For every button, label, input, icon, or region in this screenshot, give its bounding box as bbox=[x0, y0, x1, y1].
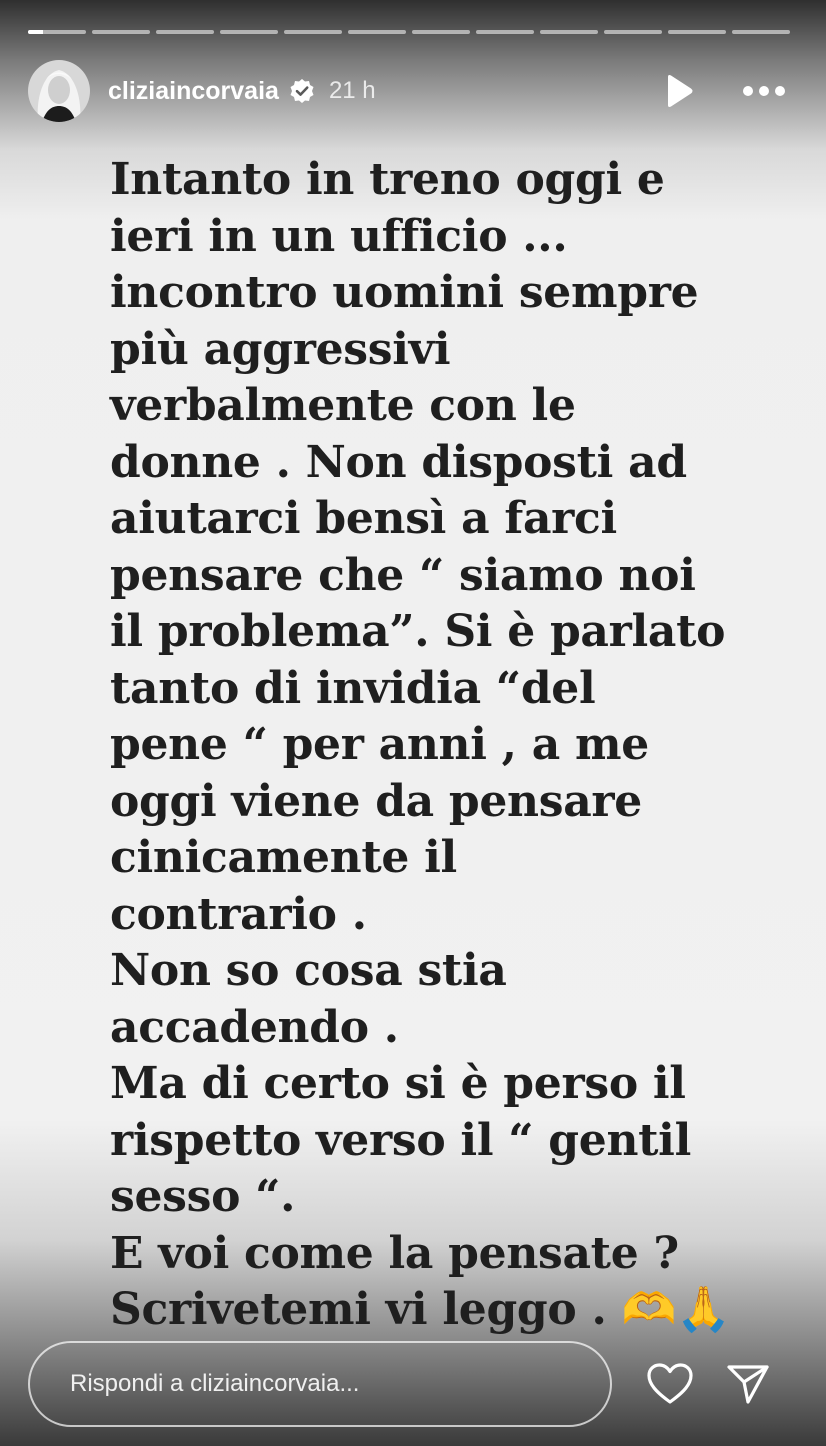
progress-segment bbox=[284, 30, 342, 34]
more-options-icon[interactable] bbox=[742, 84, 786, 98]
progress-segment bbox=[668, 30, 726, 34]
progress-segment bbox=[732, 30, 790, 34]
progress-segment-fill bbox=[28, 30, 43, 34]
play-icon[interactable] bbox=[664, 74, 694, 108]
post-time: 21 h bbox=[328, 77, 376, 104]
avatar[interactable] bbox=[28, 60, 90, 122]
verified-badge-icon bbox=[289, 78, 315, 104]
progress-segment bbox=[476, 30, 534, 34]
story-footer bbox=[28, 1340, 798, 1428]
progress-segment bbox=[220, 30, 278, 34]
progress-segment bbox=[92, 30, 150, 34]
progress-segment bbox=[156, 30, 214, 34]
reply-input[interactable] bbox=[28, 1341, 612, 1427]
heart-icon[interactable] bbox=[646, 1362, 694, 1406]
username[interactable]: cliziaincorvaia bbox=[108, 76, 279, 105]
reply-placeholder: Rispondi a cliziaincorvaia... bbox=[70, 1370, 360, 1397]
progress-segment bbox=[412, 30, 470, 34]
story-text: Intanto in treno oggi e ieri in un ufficio ... incontro uomini sempre più aggressivi verbalmente con le donne . Non disposti ad aiutarci bensì a farci pensare che “ siamo noi il problema”. Si è parlato tanto di invidia “del pene “ per anni , a me oggi viene da pensare cinicamente il contrario . Non so cosa stia accadendo . Ma di certo si è perso il rispetto verso il “ gentil sesso “. E voi come la pensate ? Scrivetemi vi leggo . 🫶🙏 bbox=[110, 154, 731, 1335]
progress-segment bbox=[28, 30, 86, 34]
story-progress-bar bbox=[28, 30, 790, 34]
story-header bbox=[28, 58, 786, 124]
send-icon[interactable] bbox=[726, 1362, 770, 1406]
progress-segment bbox=[540, 30, 598, 34]
progress-segment bbox=[348, 30, 406, 34]
progress-segment bbox=[604, 30, 662, 34]
